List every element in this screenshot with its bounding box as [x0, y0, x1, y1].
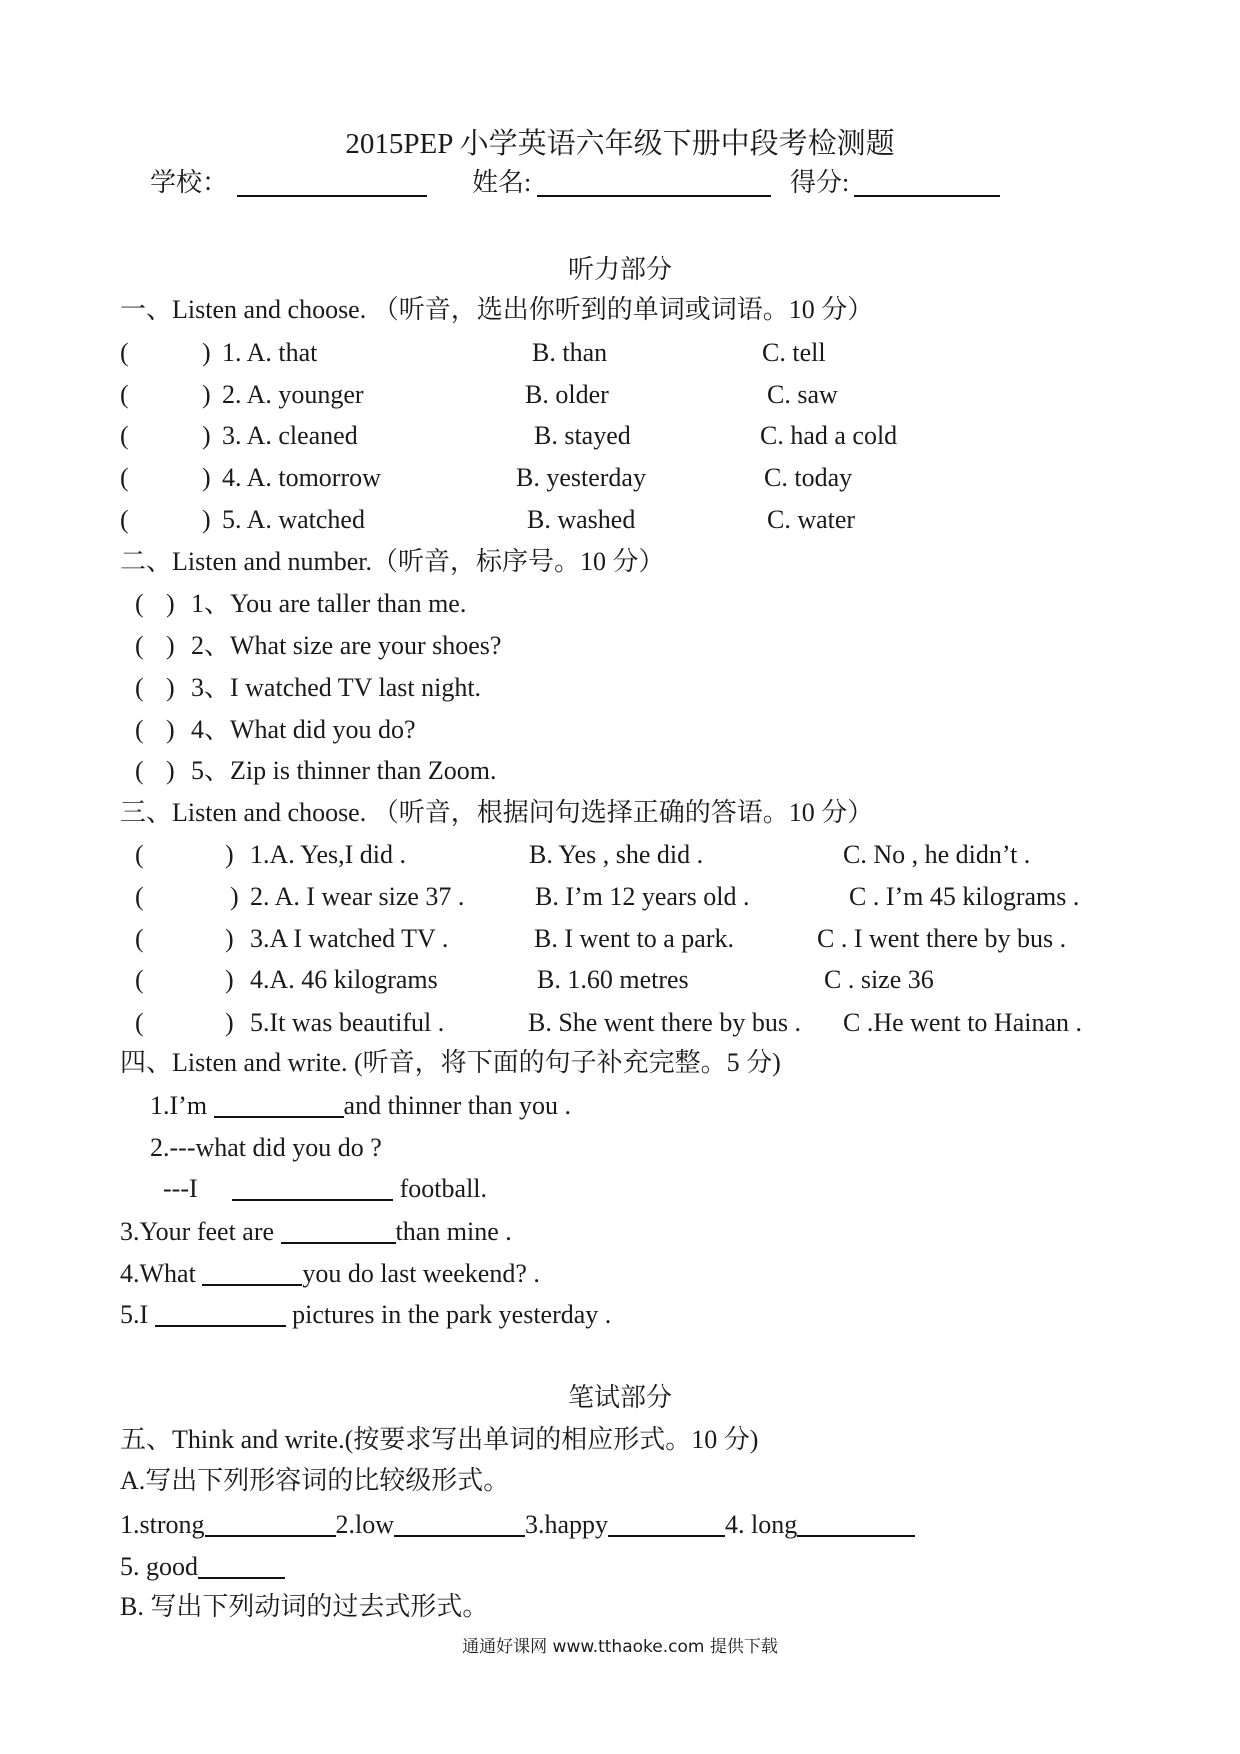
option-b: B. I went to a park. — [534, 924, 735, 953]
answer-blank — [198, 1553, 285, 1579]
exam-title: 2015PEP 小学英语六年级下册中段考检测题 — [345, 128, 895, 160]
word-items — [120, 1507, 915, 1543]
answer-open-bracket: ( — [135, 756, 144, 785]
section2-heading — [0, 544, 1240, 580]
section1-item — [0, 460, 1240, 496]
option-c: C. tell — [762, 338, 826, 367]
answer-close-bracket: ) — [166, 673, 175, 702]
sentence-before: 3.Your feet are — [120, 1217, 281, 1246]
fill-sentence — [163, 1171, 487, 1207]
answer-close-bracket: ) — [202, 380, 211, 409]
option-a: 2. A. younger — [222, 380, 364, 409]
option-a: 5. A. watched — [222, 505, 365, 534]
answer-open-bracket: ( — [135, 589, 144, 618]
option-c: C . I went there by bus . — [817, 924, 1067, 953]
answer-close-bracket: ) — [202, 338, 211, 367]
section5-heading — [0, 1422, 1240, 1458]
answer-close-bracket: ) — [202, 463, 211, 492]
fill-sentence — [120, 1256, 540, 1292]
answer-open-bracket: ( — [135, 924, 144, 953]
section3-item — [0, 879, 1240, 915]
word-prompt: 4. long — [725, 1510, 798, 1539]
word-prompt: 2.low — [335, 1510, 394, 1539]
school-blank — [237, 171, 427, 197]
sentence-after: football. — [393, 1174, 488, 1203]
sentence-text: 5、Zip is thinner than Zoom. — [191, 756, 497, 785]
sentence-before: ---I — [163, 1174, 205, 1203]
fill-sentence — [150, 1088, 571, 1124]
answer-open-bracket: ( — [135, 631, 144, 660]
sentence-text: 4、What did you do? — [191, 715, 416, 744]
instruction-text: B. 写出下列动词的过去式形式。 — [120, 1592, 489, 1621]
option-a: 4. A. tomorrow — [222, 463, 381, 492]
answer-open-bracket: ( — [135, 715, 144, 744]
option-c: C .He went to Hainan . — [843, 1008, 1083, 1037]
option-b: B. than — [532, 338, 608, 367]
answer-close-bracket: ) — [166, 715, 175, 744]
option-c: C . I’m 45 kilograms . — [849, 882, 1080, 911]
score-label: 得分: — [790, 168, 850, 197]
section3-item — [0, 1005, 1240, 1041]
option-c: C. saw — [767, 380, 838, 409]
answer-blank — [281, 1218, 396, 1244]
sentence-after: you do last weekend? . — [302, 1259, 540, 1288]
answer-open-bracket: ( — [135, 673, 144, 702]
word-prompt: 5. good — [120, 1552, 198, 1581]
fill-line — [0, 1088, 1240, 1124]
answer-blank — [202, 1260, 302, 1286]
answer-close-bracket: ) — [166, 756, 175, 785]
option-b: B. older — [525, 380, 609, 409]
option-a: 2. A. I wear size 37 . — [250, 882, 465, 911]
option-b: B. stayed — [534, 421, 631, 450]
answer-close-bracket: ) — [166, 589, 175, 618]
answer-open-bracket: ( — [120, 380, 129, 409]
sentence-before: 5.I — [120, 1300, 155, 1329]
option-a: 5.It was beautiful . — [250, 1008, 445, 1037]
option-c: C. No , he didn’t . — [843, 840, 1031, 869]
section2-item — [0, 628, 1240, 664]
section-heading-text: 二、Listen and number.（听音，标序号。10 分） — [120, 547, 665, 576]
word-row — [0, 1507, 1240, 1543]
question-text: 2.---what did you do ? — [150, 1133, 382, 1162]
answer-close-bracket: ) — [202, 421, 211, 450]
answer-blank — [155, 1301, 286, 1327]
answer-open-bracket: ( — [135, 1008, 144, 1037]
fill-line — [0, 1214, 1240, 1250]
answer-open-bracket: ( — [135, 840, 144, 869]
section1-item — [0, 377, 1240, 413]
option-b: B. yesterday — [516, 463, 646, 492]
section2-item — [0, 670, 1240, 706]
answer-blank — [608, 1511, 725, 1537]
option-a: 4.A. 46 kilograms — [250, 965, 438, 994]
option-b: B. I’m 12 years old . — [535, 882, 750, 911]
sentence-text: 1、You are taller than me. — [191, 589, 467, 618]
score-blank — [854, 171, 1000, 197]
fill-line — [0, 1171, 1240, 1207]
answer-close-bracket: ) — [225, 840, 234, 869]
section3-item — [0, 921, 1240, 957]
sentence-text: 3、I watched TV last night. — [191, 673, 482, 702]
answer-blank — [214, 1092, 344, 1118]
name-label: 姓名: — [472, 168, 532, 197]
section1-item — [0, 418, 1240, 454]
school-label: 学校： — [150, 168, 229, 197]
answer-close-bracket: ) — [225, 965, 234, 994]
answer-open-bracket: ( — [120, 463, 129, 492]
word-prompt: 1.strong — [120, 1510, 205, 1539]
answer-open-bracket: ( — [120, 421, 129, 450]
writing-title: 笔试部分 — [567, 1383, 672, 1412]
option-a: 1.A. Yes,I did . — [250, 840, 407, 869]
word-items — [120, 1549, 285, 1585]
section3-heading — [0, 795, 1240, 831]
answer-open-bracket: ( — [120, 338, 129, 367]
footer-credit: 通通好课网 www.tthaoke.com 提供下载 — [462, 1637, 778, 1657]
option-c: C . size 36 — [824, 965, 934, 994]
sentence-after: than mine . — [395, 1217, 512, 1246]
answer-blank — [232, 1175, 393, 1201]
option-b: B. Yes , she did . — [529, 840, 704, 869]
answer-close-bracket: ) — [166, 631, 175, 660]
option-a: 3. A. cleaned — [222, 421, 358, 450]
answer-open-bracket: ( — [135, 882, 144, 911]
section1-heading — [0, 292, 1240, 328]
sentence-after: and thinner than you . — [343, 1091, 571, 1120]
answer-open-bracket: ( — [120, 505, 129, 534]
fill-line — [0, 1297, 1240, 1333]
option-b: B. 1.60 metres — [537, 965, 689, 994]
header-fields — [0, 165, 1240, 201]
fill-sentence — [120, 1214, 512, 1250]
option-c: C. today — [764, 463, 853, 492]
part-a-instruction — [0, 1463, 1240, 1499]
section-heading-text: 四、Listen and write. (听音，将下面的句子补充完整。5 分) — [120, 1048, 781, 1077]
sentence-before: 1.I’m — [150, 1091, 214, 1120]
answer-close-bracket: ) — [230, 882, 239, 911]
sentence-after: pictures in the park yesterday . — [285, 1300, 612, 1329]
fill-line — [0, 1130, 1240, 1166]
sentence-before: 4.What — [120, 1259, 203, 1288]
word-row — [0, 1549, 1240, 1585]
sentence-text: 2、What size are your shoes? — [191, 631, 502, 660]
section2-item — [0, 712, 1240, 748]
instruction-text: A.写出下列形容词的比较级形式。 — [120, 1466, 510, 1495]
option-b: B. She went there by bus . — [528, 1008, 801, 1037]
fill-sentence — [120, 1297, 611, 1333]
section-heading-text: 一、Listen and choose. （听音，选出你听到的单词或词语。10 分） — [120, 295, 874, 324]
fill-line — [0, 1256, 1240, 1292]
option-a: 3.A I watched TV . — [250, 924, 449, 953]
section2-item — [0, 753, 1240, 789]
answer-close-bracket: ) — [202, 505, 211, 534]
section3-item — [0, 837, 1240, 873]
answer-close-bracket: ) — [225, 924, 234, 953]
section1-item — [0, 502, 1240, 538]
option-a: 1. A. that — [222, 338, 318, 367]
section-heading-text: 五、Think and write.(按要求写出单词的相应形式。10 分) — [120, 1425, 759, 1454]
word-prompt: 3.happy — [525, 1510, 609, 1539]
answer-blank — [205, 1511, 336, 1537]
section-heading-text: 三、Listen and choose. （听音，根据问句选择正确的答语。10 分） — [120, 798, 874, 827]
part-b-instruction — [0, 1589, 1240, 1625]
section3-item — [0, 962, 1240, 998]
answer-blank — [797, 1511, 915, 1537]
name-blank — [537, 171, 771, 197]
listening-title: 听力部分 — [567, 255, 672, 284]
section2-item — [0, 586, 1240, 622]
option-c: C. water — [767, 505, 856, 534]
answer-close-bracket: ) — [225, 1008, 234, 1037]
answer-blank — [394, 1511, 525, 1537]
section1-item — [0, 335, 1240, 371]
section4-heading — [0, 1045, 1240, 1081]
option-b: B. washed — [527, 505, 636, 534]
option-c: C. had a cold — [760, 421, 898, 450]
answer-open-bracket: ( — [135, 965, 144, 994]
